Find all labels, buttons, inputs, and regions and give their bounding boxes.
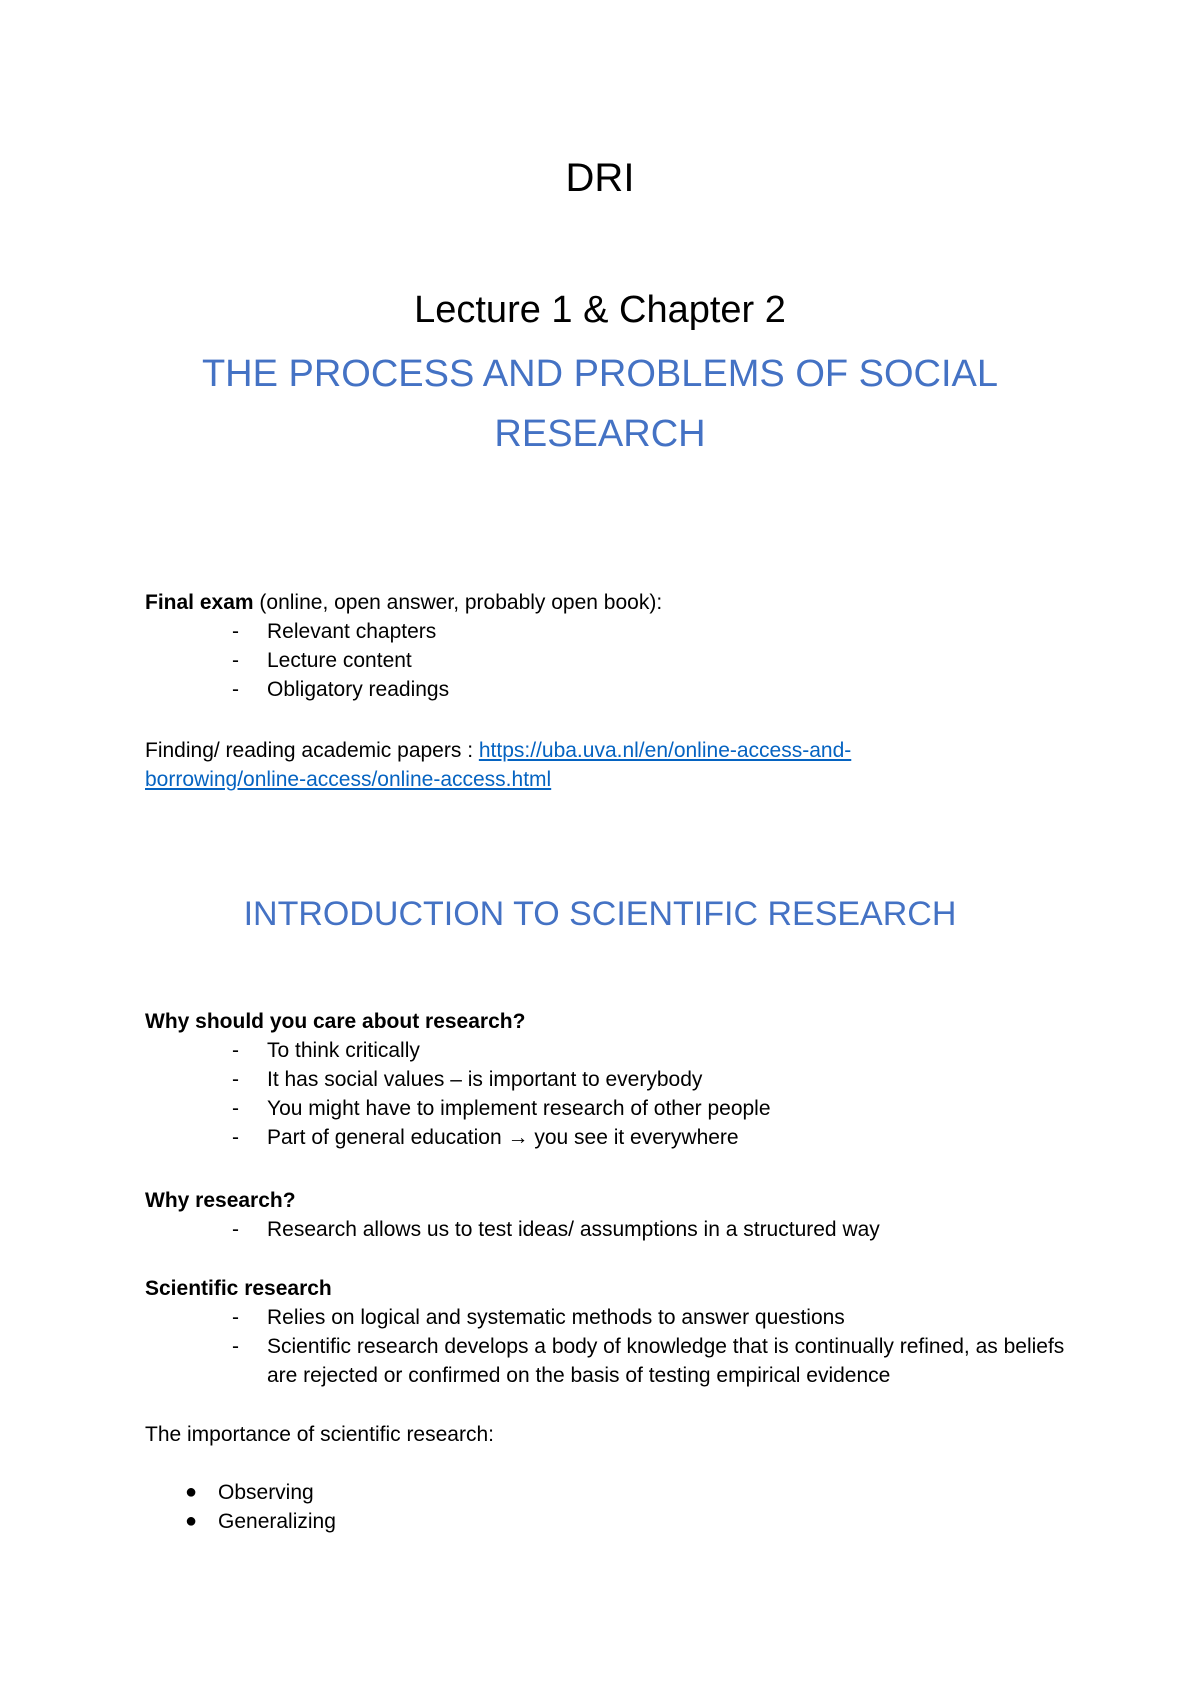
document-title: DRI (565, 156, 635, 200)
list-item (145, 1478, 1065, 1507)
importance-list (145, 1478, 1065, 1536)
exam-note: (online, open answer, probably open book): (253, 591, 663, 614)
dash-marker: - (232, 678, 239, 701)
bullet-marker: ● (185, 1510, 198, 1532)
dash-marker: - (232, 1068, 239, 1091)
dash-marker: - (232, 1335, 239, 1358)
finding-label: Finding/ reading academic papers : (145, 739, 479, 762)
exam-block (145, 588, 1065, 704)
uba-link-continued[interactable]: borrowing/online-access/online-access.html (145, 768, 552, 791)
list-item-text: Part of general education → you see it everywhere (267, 1126, 739, 1149)
finding-line-1 (145, 736, 1065, 765)
dash-marker: - (232, 1097, 239, 1120)
scientific-research-heading: Scientific research (145, 1277, 332, 1300)
why-care-list (145, 1036, 1065, 1152)
uba-link[interactable]: https://uba.uva.nl/en/online-access-and- (478, 739, 852, 762)
list-item (145, 1303, 1065, 1332)
list-item-text: Relevant chapters (267, 620, 437, 643)
dash-marker: - (232, 1218, 239, 1241)
exam-list (145, 617, 1065, 704)
list-item (145, 646, 1065, 675)
list-item-text: Observing (218, 1481, 314, 1504)
list-item-text: Relies on logical and systematic methods to answer questions (267, 1306, 845, 1329)
list-item (145, 675, 1065, 704)
finding-line-2 (145, 765, 1065, 794)
scientific-research-list (145, 1303, 1065, 1390)
list-item-text: Scientific research develops a body of knowledge that is continually refined, as beliefs are rejected or confirmed on the basis of testing empirical evidence (267, 1335, 1065, 1387)
section-heading: INTRODUCTION TO SCIENTIFIC RESEARCH (243, 895, 957, 933)
importance-list-block (145, 1478, 1065, 1536)
dash-marker: - (232, 649, 239, 672)
topic-heading (0, 344, 1200, 464)
why-research-heading: Why research? (145, 1189, 296, 1212)
exam-intro (145, 588, 1065, 617)
topic-heading-line-2: RESEARCH (494, 413, 706, 455)
list-item (145, 1094, 1065, 1123)
importance-block (145, 1420, 1065, 1449)
list-item-text: You might have to implement research of other people (267, 1097, 771, 1120)
list-item-text: Generalizing (218, 1510, 336, 1533)
list-item (145, 1036, 1065, 1065)
list-item (145, 1215, 1065, 1244)
dash-marker: - (232, 1126, 239, 1149)
bullet-marker: ● (185, 1481, 198, 1503)
why-care-heading: Why should you care about research? (145, 1010, 526, 1033)
why-care-block (145, 1007, 1065, 1152)
list-item-text: Research allows us to test ideas/ assumptions in a structured way (267, 1218, 880, 1241)
dash-marker: - (232, 1039, 239, 1062)
finding-block (145, 736, 1065, 794)
scientific-research-block (145, 1274, 1065, 1390)
exam-label: Final exam (145, 591, 254, 614)
list-item-text: Obligatory readings (267, 678, 450, 701)
list-item-text: To think critically (267, 1039, 420, 1062)
list-item-text: It has social values – is important to everybody (267, 1068, 703, 1091)
lecture-subtitle: Lecture 1 & Chapter 2 (414, 289, 786, 331)
list-item (145, 1123, 1065, 1152)
topic-heading-line-1: THE PROCESS AND PROBLEMS OF SOCIAL (201, 353, 999, 395)
why-research-list (145, 1215, 1065, 1244)
dash-marker: - (232, 620, 239, 643)
list-item (145, 1065, 1065, 1094)
list-item (145, 617, 1065, 646)
importance-heading: The importance of scientific research: (145, 1423, 494, 1446)
dash-marker: - (232, 1306, 239, 1329)
list-item (145, 1507, 1065, 1536)
list-item-text: Lecture content (267, 649, 412, 672)
why-research-block (145, 1186, 1065, 1244)
list-item (145, 1332, 1065, 1390)
